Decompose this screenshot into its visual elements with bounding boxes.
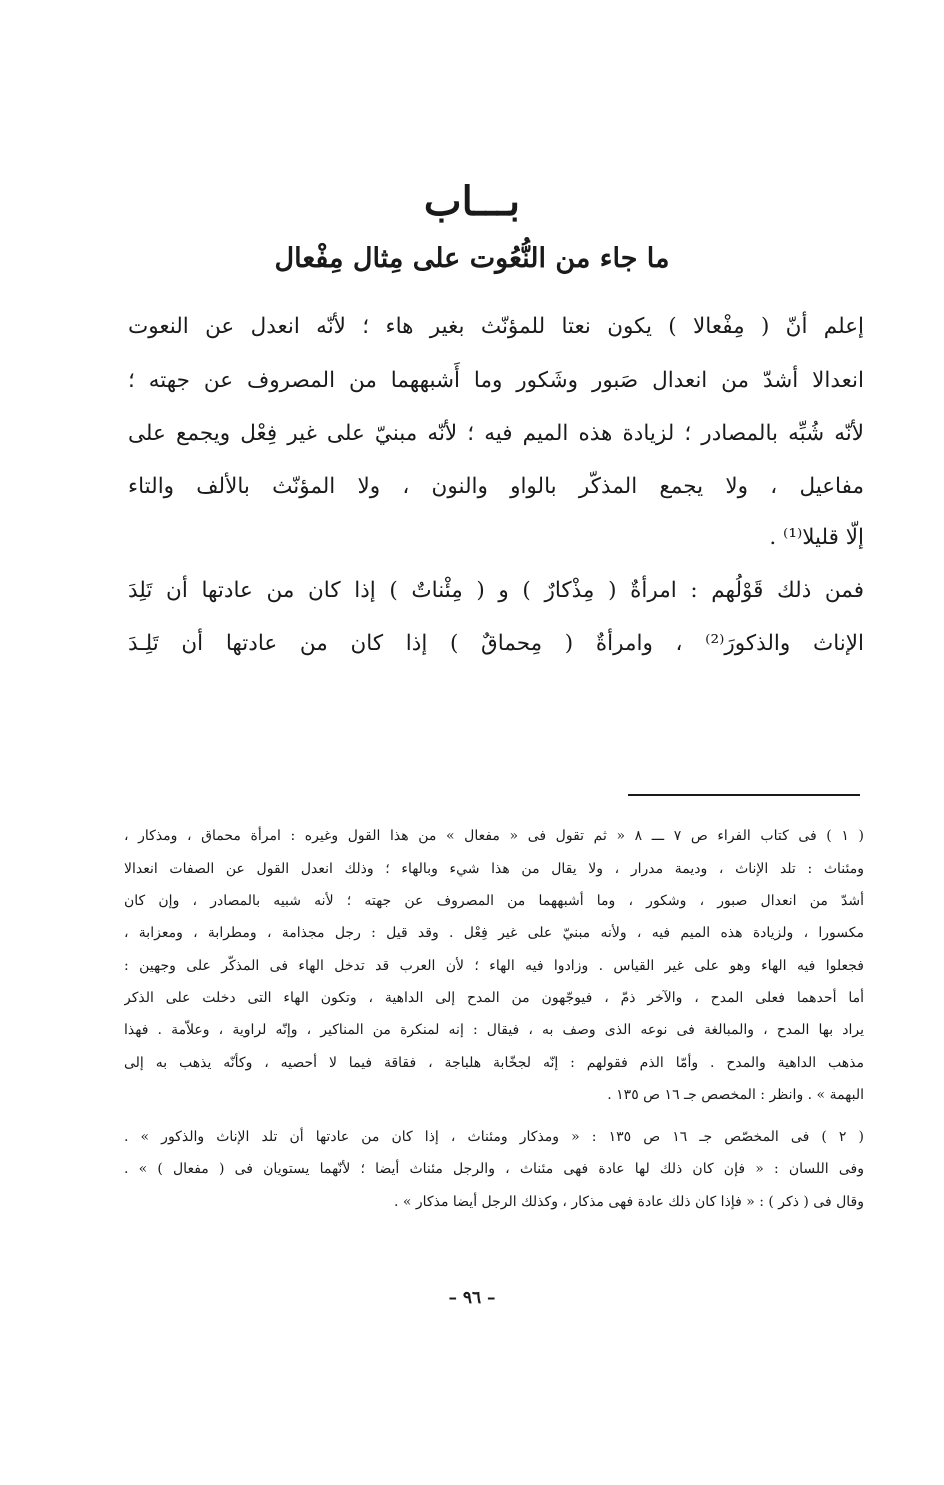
body-line: الإناث والذكورَ⁽²⁾ ، وامرأةٌ ( مِحماقٌ ) إذا كان من عادتها أن تَلِـدَ <box>128 631 864 656</box>
footnote-line: ومئناث : تلد الإناث ، وديمة مدرار ، ولا يقال من هذا شيء وبالهاء ؛ وذلك انعدل القول عن الصفات انعدالا <box>124 861 864 877</box>
body-line: لأنّه شُبِّه بالمصادر ؛ لزيادة هذه الميم فيه ؛ لأنّه مبنيّ على غير فِعْل ويجمع على <box>128 421 864 446</box>
footnote-line: أشدّ من انعدال صبور ، وشكور ، وما أشبههما من المصروف عن جهته ؛ لأنه شبيه بالمصادر ، وإن كان <box>124 893 864 909</box>
body-line: إعلم أنّ ( مِفْعالا ) يكون نعتا للمؤنّث بغير هاء ؛ لأنّه انعدل عن النعوت <box>128 314 864 339</box>
body-line: انعدالا أشدّ من انعدال صَبور وشَكور وما أَشبههما من المصروف عن جهته ؛ <box>128 368 864 393</box>
chapter-subtitle: ما جاء من النُّعُوت على مِثال مِفْعال <box>274 243 670 274</box>
body-line: فمن ذلك قَوْلُهم : امرأةٌ ( مِذْكارٌ ) و ( مِئْناتٌ ) إذا كان من عادتها أن تَلِدَ <box>128 578 864 603</box>
footnote-line: وفى اللسان : « فإن كان ذلك لها عادة فهى مئناث ، والرجل مئناث أيضا ؛ لأنّهما يستويان فى ( مفعال ) » . <box>124 1161 864 1177</box>
footnote-line: ( ٢ ) فى المخصّص جـ ١٦ ص ١٣٥ : « ومذكار ومئناث ، إذا كان من عادتها أن تلد الإناث والذكور » . <box>124 1129 864 1145</box>
body-line: إلّا قليلا⁽¹⁾ . <box>769 525 864 550</box>
footnote-line: مكسورا ، ولزيادة هذه الميم فيه ، ولأنه مبنيّ على غير فِعْل . وقد قيل : رجل مجذامة ، ومطرابة ، ومعزابة ، <box>124 925 864 941</box>
page-number: – ٩٦ – <box>448 1288 496 1308</box>
footnote-line: البهمة » . وانظر : المخصص جـ ١٦ ص ١٣٥ . <box>607 1087 864 1103</box>
footnote-separator <box>628 794 860 796</box>
footnote-line: مذهب الداهية والمدح . وأمّا الذم فقولهم : إنّه لجخّابة هلباجة ، فقاقة فيما لا أحصيه ، وكأنّه يذهب به إلى <box>124 1055 864 1071</box>
footnote-line: يراد بها المدح ، والمبالغة فى نوعه الذى وصف به ، فيقال : إنه لمنكرة من المناكير ، وإنّه لراوية ، وعلاّمة . فهذا <box>124 1022 864 1038</box>
chapter-title: بـــاب <box>423 178 521 225</box>
footnote-line: فجعلوا فيه الهاء وهو على غير القياس . وزادوا فيه الهاء ؛ لأن العرب قد تدخل الهاء فى المذكّر على وجهين : <box>124 958 864 974</box>
footnote-line: وقال فى ( ذكر ) : « فإذا كان ذلك عادة فهى مذكار ، وكذلك الرجل أيضا مذكار » . <box>393 1194 864 1210</box>
footnote-line: ( ١ ) فى كتاب الفراء ص ٧ ـــ ٨ « ثم تقول فى « مفعال » من هذا القول وغيره : امرأة محماق ، ومذكار ، <box>124 828 864 844</box>
body-line: مفاعيل ، ولا يجمع المذكّر بالواو والنون ، ولا المؤنّث بالألف والتاء <box>128 474 864 499</box>
footnote-line: أما أحدهما فعلى المدح ، والآخر ذمّ ، فيوجّهون من المدح إلى الداهية ، وتكون الهاء التى دخلت على الذكر <box>124 990 864 1006</box>
